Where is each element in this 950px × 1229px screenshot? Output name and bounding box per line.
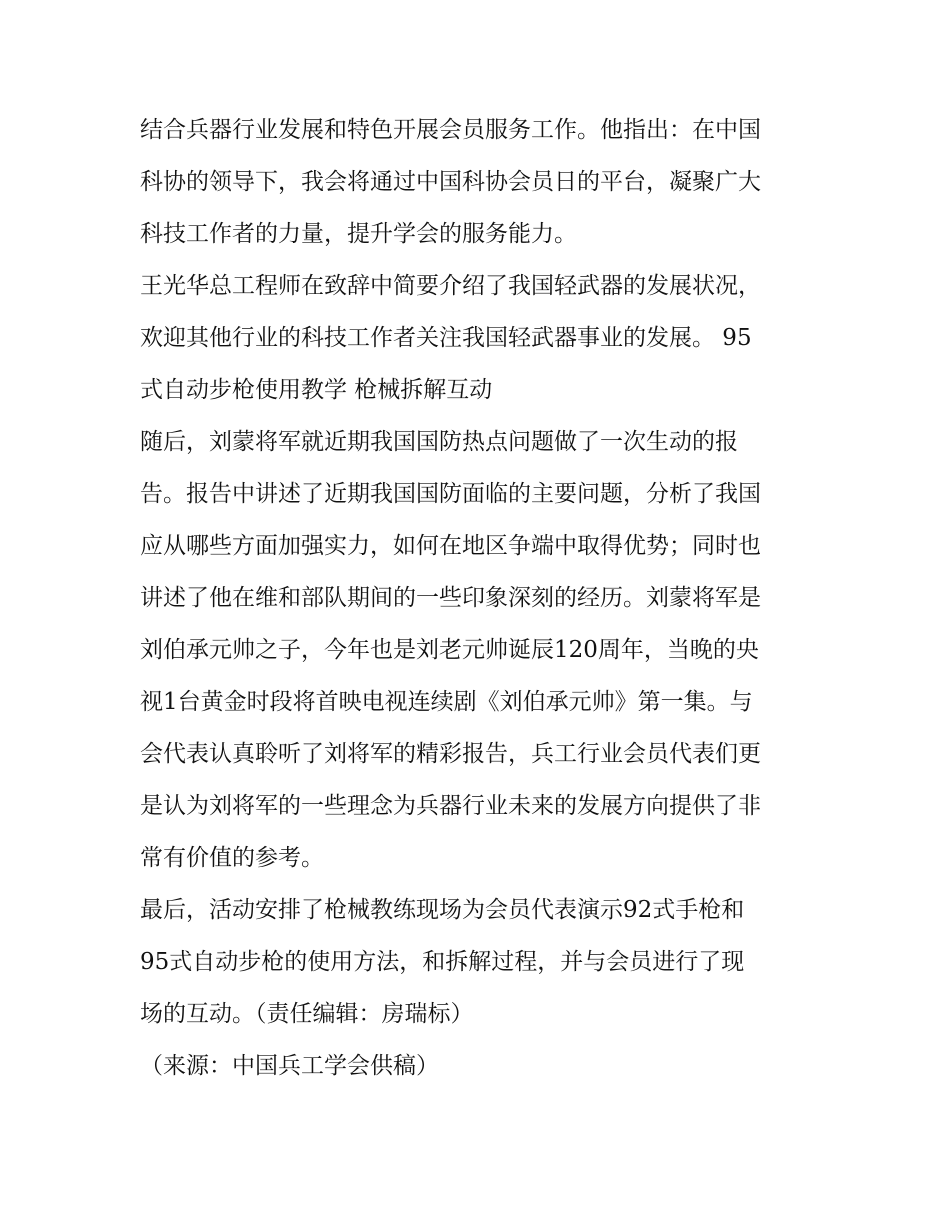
text-line: 告。报告中讲述了近期我国国防面临的主要问题，分析了我国 [140, 481, 761, 507]
text-line: 最后，活动安排了枪械教练现场为会员代表演示92式手枪和 [140, 897, 745, 923]
text-line: 场的互动。（责任编辑：房瑞标） [140, 1001, 474, 1027]
text-line: 会代表认真聆听了刘将军的精彩报告，兵工行业会员代表们更 [140, 741, 761, 767]
text-line: 随后，刘蒙将军就近期我国国防热点问题做了一次生动的报 [140, 429, 738, 455]
text-line: 科协的领导下，我会将通过中国科协会员日的平台，凝聚广大 [140, 169, 761, 195]
text-line: 讲述了他在维和部队期间的一些印象深刻的经历。刘蒙将军是 [140, 585, 761, 611]
text-line: 视1台黄金时段将首映电视连续剧《刘伯承元帅》第一集。与 [140, 689, 753, 715]
text-line: 王光华总工程师在致辞中简要介绍了我国轻武器的发展状况， [140, 273, 761, 299]
text-line: 科技工作者的力量，提升学会的服务能力。 [140, 221, 577, 247]
text-line: 刘伯承元帅之子，今年也是刘老元帅诞辰120周年，当晚的央 [140, 637, 759, 663]
text-line: 是认为刘将军的一些理念为兵器行业未来的发展方向提供了非 [140, 793, 761, 819]
text-line: 95式自动步枪的使用方法，和拆解过程，并与会员进行了现 [140, 949, 745, 975]
text-line: 式自动步枪使用教学 枪械拆解互动 [140, 377, 493, 403]
text-line: 欢迎其他行业的科技工作者关注我国轻武器事业的发展。 95 [140, 325, 752, 351]
source-line: （来源：中国兵工学会供稿） [140, 1053, 439, 1079]
text-line: 常有价值的参考。 [140, 845, 324, 871]
text-line: 应从哪些方面加强实力，如何在地区争端中取得优势；同时也 [140, 533, 761, 559]
text-line: 结合兵器行业发展和特色开展会员服务工作。他指出：在中国 [140, 117, 761, 143]
article-body [140, 111, 820, 1099]
